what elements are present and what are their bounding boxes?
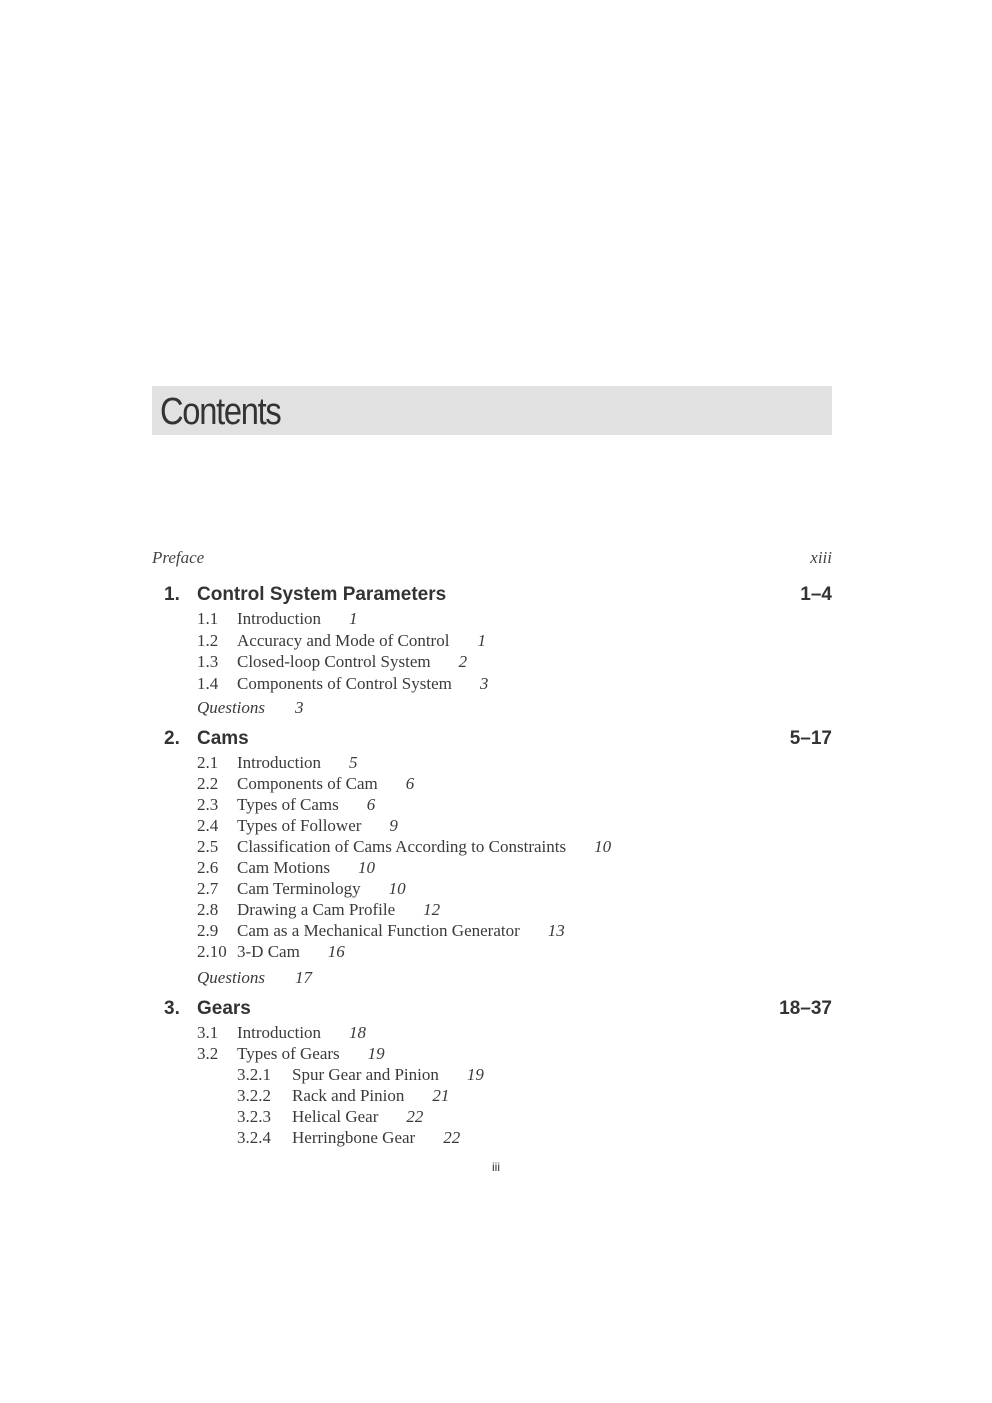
subsection-number: 3.2.2 xyxy=(237,1086,271,1105)
toc-subsection-row[interactable] xyxy=(237,1086,449,1106)
section-number: 2.4 xyxy=(197,816,219,835)
section-page: 6 xyxy=(366,795,376,814)
subsection-title: Rack and Pinion xyxy=(292,1086,405,1105)
toc-subsection-row[interactable] xyxy=(237,1107,423,1127)
toc-section-row[interactable] xyxy=(197,816,398,836)
section-page: 10 xyxy=(388,879,406,898)
toc-section-row[interactable] xyxy=(197,1023,366,1043)
toc-section-row[interactable] xyxy=(197,774,414,794)
toc-section-row[interactable] xyxy=(197,921,565,941)
toc-preface-row[interactable] xyxy=(0,548,992,570)
toc-chapter-row[interactable] xyxy=(0,584,992,606)
section-title: Components of Control System xyxy=(237,674,452,693)
chapter-number: 1. xyxy=(164,584,180,605)
chapter-pages: 5–17 xyxy=(789,728,832,749)
subsection-number: 3.2.3 xyxy=(237,1107,271,1126)
toc-subsection-row[interactable] xyxy=(237,1128,460,1148)
subsection-page: 22 xyxy=(406,1107,424,1126)
section-number: 2.10 xyxy=(197,942,227,961)
toc-questions-row[interactable] xyxy=(197,968,312,988)
section-title: Introduction xyxy=(237,753,322,772)
toc-section-row[interactable] xyxy=(197,609,358,629)
subsection-title: Helical Gear xyxy=(292,1107,379,1126)
section-title: Accuracy and Mode of Control xyxy=(237,631,450,650)
toc-subsection-row[interactable] xyxy=(237,1065,484,1085)
section-number: 2.6 xyxy=(197,858,219,877)
section-page: 19 xyxy=(367,1044,385,1063)
toc-section-row[interactable] xyxy=(197,1044,385,1064)
section-page: 5 xyxy=(349,753,358,772)
toc-chapter-row[interactable] xyxy=(0,998,992,1020)
section-number: 2.2 xyxy=(197,774,219,793)
section-title: Cam Terminology xyxy=(237,879,361,898)
section-number: 3.2 xyxy=(197,1044,219,1063)
questions-page: 3 xyxy=(295,698,304,717)
toc-section-row[interactable] xyxy=(197,879,406,899)
section-title: Cam Motions xyxy=(237,858,331,877)
section-page: 3 xyxy=(479,674,489,693)
contents-title-band xyxy=(152,386,832,435)
preface-label: Preface xyxy=(152,548,205,567)
toc-section-row[interactable] xyxy=(197,900,440,920)
subsection-title: Herringbone Gear xyxy=(292,1128,416,1147)
section-page: 9 xyxy=(389,816,398,835)
toc-section-row[interactable] xyxy=(197,674,488,694)
section-page: 1 xyxy=(349,609,358,628)
toc-section-row[interactable] xyxy=(197,942,345,962)
chapter-number: 2. xyxy=(164,728,180,749)
section-page: 13 xyxy=(547,921,565,940)
page-title: Contents xyxy=(160,391,281,433)
toc-questions-row[interactable] xyxy=(197,698,304,718)
section-page: 18 xyxy=(349,1023,367,1042)
section-title: Types of Follower xyxy=(237,816,362,835)
chapter-title: Cams xyxy=(197,728,249,749)
section-number: 2.1 xyxy=(197,753,219,772)
section-number: 2.3 xyxy=(197,795,219,814)
section-number: 2.5 xyxy=(197,837,219,856)
section-title: Components of Cam xyxy=(237,774,378,793)
subsection-number: 3.2.1 xyxy=(237,1065,271,1084)
toc-section-row[interactable] xyxy=(197,837,611,857)
section-page: 12 xyxy=(423,900,441,919)
section-title: Types of Cams xyxy=(237,795,339,814)
section-title: Introduction xyxy=(237,1023,322,1042)
section-page: 6 xyxy=(405,774,415,793)
section-number: 1.1 xyxy=(197,609,219,628)
chapter-title: Gears xyxy=(197,998,251,1019)
section-page: 10 xyxy=(358,858,376,877)
section-page: 16 xyxy=(327,942,345,961)
section-number: 1.4 xyxy=(197,674,219,693)
section-title: Drawing a Cam Profile xyxy=(237,900,396,919)
subsection-page: 19 xyxy=(466,1065,484,1084)
toc-section-row[interactable] xyxy=(197,631,486,651)
page-number: iii xyxy=(492,1160,500,1174)
section-number: 1.3 xyxy=(197,652,219,671)
section-title: Cam as a Mechanical Function Generator xyxy=(237,921,520,940)
section-title: Classification of Cams According to Constraints xyxy=(237,837,567,856)
toc-section-row[interactable] xyxy=(197,795,375,815)
section-number: 1.2 xyxy=(197,631,219,650)
chapter-pages: 18–37 xyxy=(779,998,832,1019)
toc-section-row[interactable] xyxy=(197,858,375,878)
toc-section-row[interactable] xyxy=(197,753,358,773)
subsection-page: 22 xyxy=(443,1128,461,1147)
section-title: Types of Gears xyxy=(237,1044,340,1063)
chapter-pages: 1–4 xyxy=(800,584,832,605)
section-page: 2 xyxy=(458,652,468,671)
section-number: 2.8 xyxy=(197,900,219,919)
section-title: Closed-loop Control System xyxy=(237,652,431,671)
questions-page: 17 xyxy=(295,968,312,987)
chapter-title: Control System Parameters xyxy=(197,584,447,605)
preface-page: xiii xyxy=(810,548,832,567)
questions-label: Questions xyxy=(197,698,265,717)
section-number: 2.9 xyxy=(197,921,219,940)
section-page: 1 xyxy=(477,631,486,650)
toc-chapter-row[interactable] xyxy=(0,728,992,750)
chapter-number: 3. xyxy=(164,998,180,1019)
section-number: 3.1 xyxy=(197,1023,219,1042)
toc-section-row[interactable] xyxy=(197,652,467,672)
subsection-title: Spur Gear and Pinion xyxy=(292,1065,439,1084)
section-title: 3-D Cam xyxy=(237,942,300,961)
section-page: 10 xyxy=(594,837,612,856)
questions-label: Questions xyxy=(197,968,265,987)
section-title: Introduction xyxy=(237,609,322,628)
section-number: 2.7 xyxy=(197,879,219,898)
subsection-page: 21 xyxy=(432,1086,450,1105)
subsection-number: 3.2.4 xyxy=(237,1128,271,1147)
